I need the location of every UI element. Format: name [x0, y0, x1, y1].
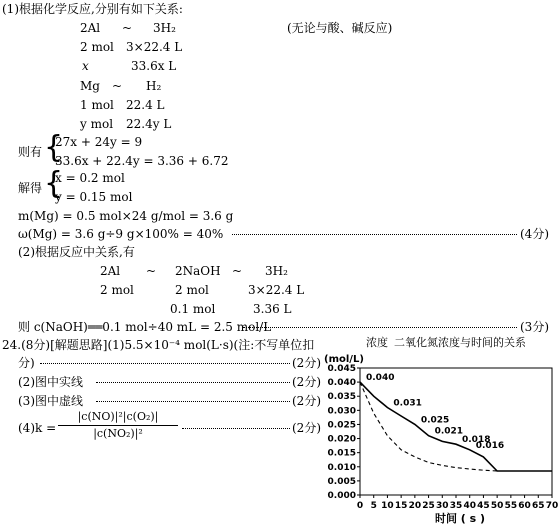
x-tick-label: 45: [477, 501, 490, 511]
x-tick-label: 25: [422, 501, 435, 511]
no2-concentration-chart: [310, 335, 560, 526]
x-axis-label: 时间 ( s ): [434, 512, 486, 525]
chart-title-left: 浓度: [366, 336, 388, 349]
score: (2分): [292, 356, 321, 370]
x-tick-label: 55: [504, 501, 518, 511]
dotted-leader: [182, 428, 290, 429]
y-tick-label: 0.030: [327, 406, 356, 417]
mass-mg: m(Mg) = 0.5 mol×24 g/mol = 3.6 g: [18, 209, 234, 223]
x-tick-label: 15: [394, 501, 408, 511]
naoh-value: 0.1 mol: [170, 302, 216, 316]
x-tick-label: 70: [545, 501, 559, 511]
score: (2分): [292, 375, 321, 389]
h2-species: 3H₂: [265, 264, 288, 278]
system-brace: {: [44, 130, 64, 165]
system-label: 则有: [18, 145, 43, 159]
x-tick-label: 40: [463, 501, 476, 511]
relation-tilde: ~: [112, 79, 123, 93]
data-label: 0.025: [420, 415, 450, 426]
al-unknown-row: [0, 58, 300, 74]
y-tick-label: 0.025: [327, 420, 356, 431]
dotted-leader: [232, 234, 517, 235]
mg-unknown: y mol: [80, 117, 114, 131]
x-tick-label: 35: [449, 501, 463, 511]
system-eq2: 33.6x + 22.4y = 3.36 + 6.72: [55, 154, 229, 168]
dotted-leader: [40, 363, 290, 364]
h2-value: 3.36 L: [253, 302, 292, 316]
h2-volume-x: 33.6x L: [131, 59, 177, 73]
q24-line2: 分): [18, 356, 35, 370]
data-label: 0.016: [475, 440, 505, 451]
mg-moles-row: [0, 97, 300, 113]
q24-line4: (3)图中虚线: [18, 394, 83, 408]
y-tick-label: 0.035: [327, 392, 356, 403]
x-tick-label: 30: [436, 501, 449, 511]
dotted-leader: [96, 382, 290, 383]
data-label: 0.031: [393, 398, 422, 409]
h2-volume: 3×22.4 L: [126, 40, 183, 54]
naoh-species: 2NaOH: [175, 264, 221, 278]
mg-relation-row: [0, 78, 300, 94]
x-tick-label: 65: [532, 501, 545, 511]
solve-brace: {: [44, 166, 64, 201]
score: (2分): [292, 421, 321, 435]
score: (4分): [520, 227, 549, 241]
y-tick-label: 0.010: [327, 462, 356, 473]
part2-heading: (2)根据反应中关系,有: [18, 245, 135, 259]
h2-species: H₂: [146, 79, 162, 93]
y-tick-label: 0.005: [327, 476, 356, 487]
omega-mg: ω(Mg) = 3.6 g÷9 g×100% = 40%: [18, 227, 224, 241]
part2-values-row: [0, 301, 340, 317]
naoh-concentration: 则 c(NaOH)══0.1 mol÷40 mL = 2.5 mol/L: [18, 320, 272, 334]
al-moles-row: [0, 39, 300, 55]
al-relation-row: [0, 20, 300, 36]
score: (3分): [520, 320, 549, 334]
q24-line3: (2)图中实线: [18, 375, 83, 389]
dotted-leader: [96, 401, 290, 402]
data-label: 0.021: [434, 426, 464, 437]
mg-species: Mg: [80, 79, 100, 93]
k-denominator: |c(NO₂)|²: [93, 427, 143, 440]
y-tick-label: 0.045: [327, 364, 356, 374]
chart-svg: [310, 335, 560, 526]
part2-moles-row: [0, 282, 340, 298]
solve-label: 解得: [18, 181, 43, 195]
al-moles: 2 mol: [100, 283, 134, 297]
x-tick-label: 20: [408, 501, 422, 511]
k-numerator: |c(NO)|²|c(O₂)|: [58, 410, 178, 426]
score: (2分): [292, 394, 321, 408]
al-reaction-note: (无论与酸、碱反应): [287, 21, 393, 35]
h2-volume: 22.4 L: [126, 98, 165, 112]
x-tick-label: 5: [370, 501, 377, 511]
naoh-moles: 2 mol: [175, 283, 209, 297]
y-tick-label: 0.040: [327, 378, 356, 389]
data-label: 0.040: [366, 373, 395, 384]
y-tick-label: 0.000: [327, 491, 356, 501]
mg-moles: 1 mol: [80, 98, 114, 112]
y-axis-label: (mol/L): [324, 354, 364, 365]
x-tick-label: 0: [356, 501, 364, 511]
q24-line5-prefix: (4)k =: [18, 421, 57, 435]
part2-relation-row: [0, 263, 340, 279]
al-moles: 2 mol: [80, 40, 114, 54]
data-label: 0.018: [462, 435, 491, 446]
relation-tilde: ~: [146, 264, 157, 278]
al-species: 2Al: [80, 21, 101, 35]
x-tick-label: 60: [518, 501, 531, 511]
h2-volume-y: 22.4y L: [126, 117, 172, 131]
k-fraction: [58, 410, 178, 441]
y-tick-label: 0.015: [327, 448, 356, 459]
solve-eq2: y = 0.15 mol: [55, 190, 133, 204]
h2-species: 3H₂: [153, 21, 176, 35]
q24-line1: 24.(8分)[解题思路](1)5.5×10⁻⁴ mol(L·s)(注:不写单位扣: [2, 338, 315, 352]
al-species: 2Al: [100, 264, 121, 278]
dashed-series-line: [360, 382, 497, 471]
dotted-leader: [243, 327, 517, 328]
h2-volume: 3×22.4 L: [248, 283, 305, 297]
relation-tilde: ~: [122, 21, 133, 35]
chart-title: 二氧化氮浓度与时间的关系: [394, 336, 526, 349]
y-tick-label: 0.020: [327, 434, 356, 445]
solve-eq1: x = 0.2 mol: [55, 171, 125, 185]
system-eq1: 27x + 24y = 9: [55, 135, 143, 149]
relation-tilde: ~: [232, 264, 243, 278]
x-tick-label: 50: [490, 501, 504, 511]
al-unknown: x: [82, 59, 89, 73]
x-tick-label: 10: [381, 501, 394, 511]
part1-heading: (1)根据化学反应,分别有如下关系:: [2, 2, 183, 16]
